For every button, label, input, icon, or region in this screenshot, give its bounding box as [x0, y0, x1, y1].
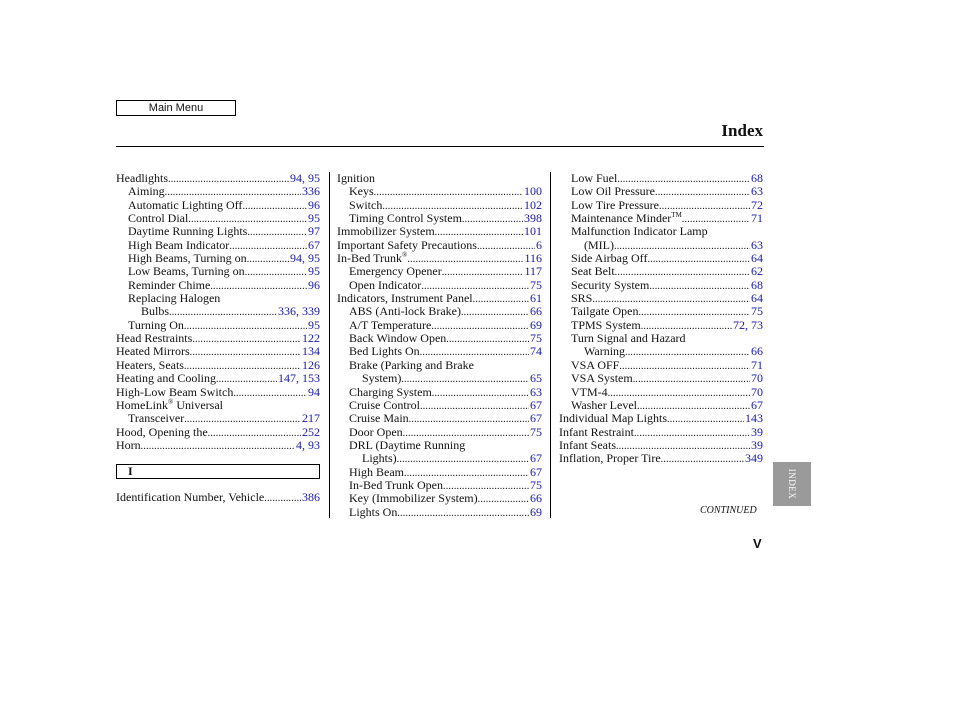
entry-label: Bed Lights On: [349, 344, 420, 359]
index-entry[interactable]: [559, 319, 763, 332]
index-entry[interactable]: [559, 426, 763, 439]
page-link[interactable]: 70: [751, 371, 763, 386]
dot-leader: [242, 199, 307, 213]
entry-label: Emergency Opener: [349, 264, 442, 279]
dot-leader: [442, 265, 524, 279]
page-link[interactable]: 97: [308, 224, 320, 239]
entry-label: Low Fuel: [571, 171, 618, 185]
entry-label: Horn: [116, 437, 141, 452]
entry-label: ABS (Anti-lock Brake): [349, 304, 461, 319]
dot-leader: [647, 252, 750, 266]
dot-leader: [190, 345, 301, 359]
page-link[interactable]: 252: [302, 424, 320, 439]
index-entry[interactable]: [337, 372, 542, 385]
index-entry[interactable]: [337, 386, 542, 399]
index-entry[interactable]: [559, 199, 763, 212]
index-entry[interactable]: [337, 292, 542, 305]
dot-leader: [169, 305, 277, 319]
dot-leader: [210, 279, 307, 293]
index-side-tab[interactable]: [773, 462, 811, 506]
page-link[interactable]: 71: [751, 357, 763, 372]
index-column-3: [559, 172, 763, 466]
index-entry[interactable]: [559, 372, 763, 385]
dot-leader: [168, 172, 289, 186]
page-link[interactable]: 75: [530, 424, 542, 439]
index-entry: [337, 359, 542, 372]
page-link[interactable]: 68: [751, 171, 763, 185]
page-link[interactable]: 6: [536, 237, 542, 252]
page-link[interactable]: 102: [524, 197, 542, 212]
page-link[interactable]: 95: [308, 317, 320, 332]
page-link[interactable]: 63: [751, 237, 763, 252]
entry-label: Infant Restraint: [559, 424, 634, 439]
index-entry[interactable]: [559, 212, 763, 225]
page-link[interactable]: 96: [308, 277, 320, 292]
dot-leader: [655, 185, 750, 199]
page-link[interactable]: 69: [530, 504, 542, 519]
entry-label: Low Oil Pressure: [571, 184, 655, 199]
entry-label: In-Bed Trunk Open: [349, 477, 444, 492]
index-entry[interactable]: [116, 185, 320, 198]
dot-leader: [409, 412, 529, 426]
page-link[interactable]: 398: [524, 211, 542, 226]
entry-label: VSA System: [571, 371, 633, 386]
index-entry[interactable]: [116, 212, 320, 225]
page-link[interactable]: 217: [302, 411, 320, 426]
entry-label: Back Window Open: [349, 331, 447, 346]
index-entry[interactable]: [116, 439, 320, 452]
entry-label: Low Tire Pressure: [571, 197, 660, 212]
entry-label: Warning: [584, 344, 626, 359]
entry-label: In-Bed Trunk®: [337, 251, 408, 266]
entry-label: Bulbs: [141, 304, 170, 319]
index-entry[interactable]: [337, 185, 542, 198]
index-entry: [559, 332, 763, 345]
entry-label: Keys: [349, 184, 374, 199]
page-link[interactable]: 67: [530, 397, 542, 412]
index-entry[interactable]: [116, 319, 320, 332]
page-link[interactable]: 94, 95: [290, 251, 320, 266]
page-link[interactable]: 39: [751, 437, 763, 452]
index-entry[interactable]: [559, 386, 763, 399]
page-link[interactable]: 65: [530, 371, 542, 386]
index-entry[interactable]: [116, 199, 320, 212]
entry-label: Heaters, Seats: [116, 357, 184, 372]
index-entry[interactable]: [559, 345, 763, 358]
entry-label: VTM-4: [571, 384, 608, 399]
page-link[interactable]: 63: [530, 384, 542, 399]
page-link[interactable]: 64: [751, 251, 763, 266]
entry-label: Washer Level: [571, 397, 637, 412]
index-entry[interactable]: [337, 399, 542, 412]
entry-label: Headlights: [116, 171, 168, 185]
page-link[interactable]: 69: [530, 317, 542, 332]
dot-leader: [264, 491, 301, 505]
dot-leader: [649, 279, 750, 293]
entry-label: High-Low Beam Switch: [116, 384, 234, 399]
index-column-2: [337, 172, 542, 519]
index-entry[interactable]: [337, 279, 542, 292]
page-link[interactable]: 94: [308, 384, 320, 399]
entry-label: Malfunction Indicator Lamp: [571, 224, 708, 239]
entry-label: Replacing Halogen: [128, 291, 221, 306]
index-entry[interactable]: [337, 452, 542, 465]
page-link[interactable]: 95: [308, 264, 320, 279]
entry-label: Maintenance Minder™: [571, 211, 682, 226]
index-entry[interactable]: [116, 345, 320, 358]
page-link[interactable]: 94, 95: [290, 171, 320, 185]
index-entry[interactable]: [116, 239, 320, 252]
dot-leader: [478, 492, 529, 506]
dot-leader: [634, 426, 750, 440]
index-entry: [116, 292, 320, 305]
index-entry[interactable]: [116, 225, 320, 238]
dot-leader: [473, 292, 529, 306]
index-entry[interactable]: [116, 359, 320, 372]
entry-label: Key (Immobilizer System): [349, 491, 478, 506]
dot-leader: [374, 185, 523, 199]
index-entry[interactable]: [116, 279, 320, 292]
entry-label: Brake (Parking and Brake: [349, 357, 474, 372]
page-link[interactable]: 64: [751, 291, 763, 306]
trademark-mark: ®: [168, 397, 174, 406]
page-link[interactable]: 75: [530, 277, 542, 292]
entry-label: High Beam Indicator: [128, 237, 230, 252]
index-column-1: [116, 172, 320, 452]
dot-leader: [141, 439, 295, 453]
entry-label: Lights): [362, 451, 397, 466]
page-link[interactable]: 72: [751, 197, 763, 212]
entry-label: Heated Mirrors: [116, 344, 190, 359]
index-entry: [337, 439, 542, 452]
page-link[interactable]: 62: [751, 264, 763, 279]
index-entry[interactable]: [337, 305, 542, 318]
index-entry[interactable]: [116, 305, 320, 318]
page-link[interactable]: 336: [302, 184, 320, 199]
index-entry[interactable]: [337, 239, 542, 252]
main-menu-button[interactable]: Main Menu: [116, 100, 236, 116]
index-entry[interactable]: [559, 239, 763, 252]
dot-leader: [446, 332, 529, 346]
index-entry[interactable]: [559, 252, 763, 265]
dot-leader: [184, 319, 307, 333]
entry-label: Immobilizer System: [337, 224, 435, 239]
page-link[interactable]: 349: [745, 451, 763, 466]
entry-label: Control Dial: [128, 211, 189, 226]
page-link[interactable]: 116: [524, 251, 542, 266]
page-link[interactable]: 147, 153: [278, 371, 320, 386]
index-entry[interactable]: [116, 412, 320, 425]
dot-leader: [247, 225, 307, 239]
page-link[interactable]: 336, 339: [278, 304, 320, 319]
page-link[interactable]: 100: [524, 184, 542, 199]
page-link[interactable]: 68: [751, 277, 763, 292]
page-link[interactable]: 70: [751, 384, 763, 399]
entry-label: Reminder Chime: [128, 277, 211, 292]
page-link[interactable]: 75: [751, 304, 763, 319]
continued-label: CONTINUED: [700, 505, 757, 516]
index-entry[interactable]: [559, 452, 763, 465]
page-link[interactable]: 71: [751, 211, 763, 226]
entry-label: Tailgate Open: [571, 304, 639, 319]
dot-leader: [247, 252, 289, 266]
dot-leader: [633, 372, 750, 386]
entry-label: Cruise Main: [349, 411, 409, 426]
page-link[interactable]: 63: [751, 184, 763, 199]
page-link[interactable]: 66: [751, 344, 763, 359]
dot-leader: [245, 265, 307, 279]
entry-label: High Beams, Turning on: [128, 251, 247, 266]
entry-label: Door Open: [349, 424, 403, 439]
entry-label: TPMS System: [571, 317, 641, 332]
index-entry[interactable]: [337, 345, 542, 358]
index-entry[interactable]: [559, 305, 763, 318]
entry-label: Aiming: [128, 184, 165, 199]
dot-leader: [192, 332, 301, 346]
page-link[interactable]: 67: [530, 451, 542, 466]
index-entry[interactable]: [116, 265, 320, 278]
entry-label: Head Restraints: [116, 331, 193, 346]
index-entry[interactable]: [337, 319, 542, 332]
page-title: Index: [721, 121, 763, 140]
dot-leader: [397, 506, 529, 520]
index-entry[interactable]: [337, 426, 542, 439]
index-entry[interactable]: [116, 386, 320, 399]
dot-leader: [233, 386, 307, 400]
page-link[interactable]: 386: [302, 490, 320, 504]
dot-leader: [420, 399, 529, 413]
index-entry[interactable]: [116, 252, 320, 265]
entry-label: (MIL): [584, 237, 614, 252]
entry-label: Important Safety Precautions: [337, 237, 477, 252]
index-entry[interactable]: [337, 225, 542, 238]
dot-leader: [667, 412, 744, 426]
index-entry[interactable]: [559, 185, 763, 198]
page-link[interactable]: 4, 93: [296, 437, 320, 452]
entry-label: Indicators, Instrument Panel: [337, 291, 473, 306]
entry-label: HomeLink® Universal: [116, 397, 223, 412]
entry-label: SRS: [571, 291, 593, 306]
page-link[interactable]: 143: [745, 411, 763, 426]
entry-label: Daytime Running Lights: [128, 224, 248, 239]
entry-label: Side Airbag Off: [571, 251, 648, 266]
index-entry[interactable]: [116, 172, 320, 185]
page-link[interactable]: 66: [530, 304, 542, 319]
page-link[interactable]: 61: [530, 291, 542, 306]
index-entry[interactable]: [559, 399, 763, 412]
index-entry[interactable]: [337, 252, 542, 265]
trademark-mark: ®: [402, 251, 408, 260]
entry-label: Switch: [349, 197, 383, 212]
index-entry: [337, 172, 542, 185]
dot-leader: [661, 452, 744, 466]
index-entry[interactable]: [116, 332, 320, 345]
entry-label: Cruise Control: [349, 397, 420, 412]
index-entry[interactable]: [337, 479, 542, 492]
index-entry: [116, 399, 320, 412]
entry-label: Transceiver: [128, 411, 185, 426]
page-link[interactable]: 95: [308, 211, 320, 226]
page-link[interactable]: 117: [524, 264, 542, 279]
section-i-entries: [116, 491, 320, 504]
index-entry[interactable]: [559, 439, 763, 452]
index-entry[interactable]: [559, 265, 763, 278]
index-entry: [559, 225, 763, 238]
column-divider: [550, 172, 551, 518]
entry-label: Individual Map Lights: [559, 411, 667, 426]
index-entry[interactable]: [116, 372, 320, 385]
entry-label: Lights On: [349, 504, 398, 519]
dot-leader: [625, 345, 750, 359]
entry-label: Ignition: [337, 171, 375, 185]
index-entry[interactable]: [559, 359, 763, 372]
page-link[interactable]: 67: [530, 411, 542, 426]
page-link[interactable]: 74: [530, 344, 542, 359]
dot-leader: [397, 452, 529, 466]
page-link[interactable]: 67: [308, 237, 320, 252]
dot-leader: [208, 426, 301, 440]
section-letter-box: I: [116, 464, 320, 479]
dot-leader: [461, 305, 529, 319]
index-entry[interactable]: [337, 506, 542, 519]
entry-label: Seat Belt: [571, 264, 615, 279]
page-link[interactable]: 67: [530, 464, 542, 479]
entry-label: A/T Temperature: [349, 317, 432, 332]
dot-leader: [462, 212, 523, 226]
index-entry[interactable]: [337, 199, 542, 212]
page-link[interactable]: 96: [308, 197, 320, 212]
entry-label: Turn Signal and Hazard: [571, 331, 686, 346]
index-entry[interactable]: [337, 492, 542, 505]
page-link[interactable]: 67: [751, 397, 763, 412]
index-entry[interactable]: [559, 292, 763, 305]
entry-label: Timing Control System: [349, 211, 462, 226]
index-entry[interactable]: [559, 172, 763, 185]
page-link[interactable]: 75: [530, 477, 542, 492]
page-link[interactable]: 39: [751, 424, 763, 439]
entry-label: Inflation, Proper Tire: [559, 451, 661, 466]
entry-label: Hood, Opening the: [116, 424, 208, 439]
entry-label: DRL (Daytime Running: [349, 437, 466, 452]
index-entry[interactable]: [559, 412, 763, 425]
entry-label: VSA OFF: [571, 357, 620, 372]
page-link[interactable]: 126: [302, 357, 320, 372]
index-entry[interactable]: [337, 412, 542, 425]
dot-leader: [432, 386, 529, 400]
entry-label: High Beam: [349, 464, 404, 479]
page-link[interactable]: 66: [530, 491, 542, 506]
index-entry[interactable]: [337, 466, 542, 479]
entry-label: Low Beams, Turning on: [128, 264, 245, 279]
side-tab-label: INDEX: [787, 468, 797, 500]
entry-label: Charging System: [349, 384, 432, 399]
entry-label: Infant Seats: [559, 437, 616, 452]
entry-label: Turning On: [128, 317, 184, 332]
page-link[interactable]: 134: [302, 344, 320, 359]
page-link[interactable]: 72, 73: [733, 317, 763, 332]
entry-label: Automatic Lighting Off: [128, 197, 243, 212]
index-entry[interactable]: [337, 332, 542, 345]
entry-label: System): [362, 371, 402, 386]
index-entry[interactable]: [337, 265, 542, 278]
index-entry[interactable]: [337, 212, 542, 225]
entry-label: Open Indicator: [349, 277, 422, 292]
dot-leader: [619, 359, 750, 373]
page-number: V: [753, 536, 762, 551]
entry-label: Identification Number, Vehicle: [116, 490, 265, 504]
index-entry[interactable]: [559, 279, 763, 292]
index-entry[interactable]: [116, 491, 320, 504]
column-divider: [329, 172, 330, 518]
title-rule: [116, 146, 764, 147]
page-link[interactable]: 101: [524, 224, 542, 239]
page-link[interactable]: 122: [302, 331, 320, 346]
page-link[interactable]: 75: [530, 331, 542, 346]
index-entry[interactable]: [116, 426, 320, 439]
entry-label: Security System: [571, 277, 650, 292]
entry-label: Heating and Cooling: [116, 371, 216, 386]
trademark-mark: TM: [671, 211, 682, 220]
